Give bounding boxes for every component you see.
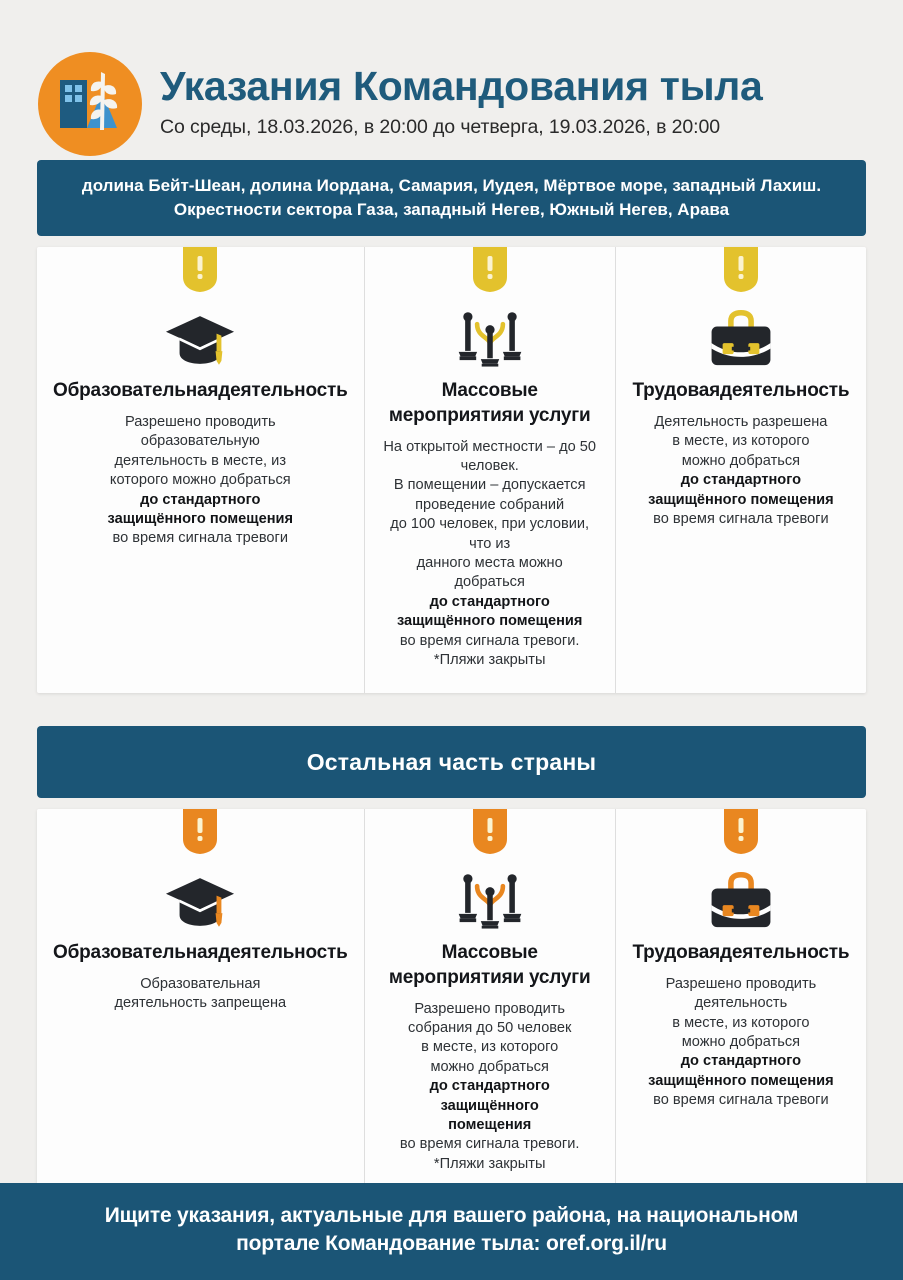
card-title-line: деятельность — [719, 942, 850, 964]
card-body-line: помещения — [448, 1116, 532, 1133]
card-body — [381, 1000, 599, 1175]
card-body-line: до стандартного — [680, 472, 802, 489]
card-body-line: Деятельность разрешена — [654, 413, 828, 430]
card-body-line: можно добраться — [681, 1034, 801, 1051]
card-title-line: Трудовая — [632, 380, 720, 402]
card-title — [381, 379, 599, 428]
card-title-line: Массовые мероприятия — [388, 942, 538, 988]
card-body — [381, 438, 599, 671]
card-body-line: деятельность в месте, из — [114, 452, 287, 469]
rule-card-briefcase — [615, 809, 866, 1196]
card-body-line: до стандартного — [140, 491, 261, 508]
card-body-line: *Пляжи закрыты — [433, 1155, 546, 1172]
card-body-line: деятельность запрещена — [114, 995, 287, 1012]
card-title-line: Образовательная — [53, 942, 219, 964]
card-title — [53, 379, 348, 404]
card-body-line: во время сигнала тревоги. — [399, 1136, 580, 1153]
card-title-line: деятельность — [719, 380, 850, 402]
warning-shield-icon — [183, 247, 217, 292]
banner-line: Остальная часть страны — [306, 748, 597, 775]
card-body-line: данного места можно добраться — [416, 555, 563, 591]
footer-portal-notice[interactable] — [0, 1183, 903, 1280]
rule-card-briefcase — [615, 247, 866, 692]
card-body-line: проведение собраний — [415, 496, 565, 513]
card-body-line: *Пляжи закрыты — [433, 652, 546, 669]
page-header — [0, 0, 903, 160]
home-front-command-logo-icon — [38, 52, 142, 156]
briefcase-icon — [632, 305, 850, 367]
rule-card-graduation-cap — [37, 809, 364, 1196]
briefcase-icon — [632, 867, 850, 929]
card-title-line: деятельность — [218, 380, 348, 402]
card-body-line: можно добраться — [681, 452, 801, 469]
card-body-line: до стандартного — [429, 593, 550, 610]
card-body — [632, 975, 850, 1111]
warning-shield-icon — [724, 809, 758, 854]
graduation-cap-icon — [53, 305, 348, 367]
card-body-line: в месте, из которого — [421, 1039, 559, 1056]
warning-shield-icon — [183, 809, 217, 854]
card-body — [53, 413, 348, 549]
card-body-line: Разрешено проводить — [124, 413, 276, 430]
validity-period: Со среды, 18.03.2026, в 20:00 до четверга, 19.03.2026, в 20:00 — [160, 115, 720, 138]
card-body-line: которого можно добраться — [109, 472, 291, 489]
card-title — [632, 379, 850, 404]
card-body-line: во время сигнала тревоги. — [399, 632, 580, 649]
card-body-line: защищённого помещения — [107, 510, 294, 527]
warning-shield-icon — [724, 247, 758, 292]
regions-banner — [37, 160, 866, 236]
card-body-line: образовательную — [140, 433, 260, 450]
footer-line: портале Командование тыла: oref.org.il/ru — [236, 1232, 667, 1256]
stanchion-rope-icon — [381, 305, 599, 367]
card-body-line: во время сигнала тревоги — [653, 1092, 829, 1109]
card-title-line: деятельность — [218, 942, 348, 964]
warning-shield-icon — [473, 809, 507, 854]
card-body — [632, 413, 850, 529]
card-body-line: во время сигнала тревоги — [112, 530, 289, 547]
card-body-line: до 100 человек, при условии, что из — [390, 516, 590, 552]
card-body-line: Разрешено проводить — [665, 975, 817, 992]
card-body-line: до стандартного — [680, 1053, 802, 1070]
card-body-line: во время сигнала тревоги — [653, 510, 829, 527]
stanchion-rope-icon — [381, 867, 599, 929]
card-title-line: и услуги — [512, 404, 591, 426]
card-body-line: защищённого помещения — [648, 491, 834, 508]
card-body-line: человек. — [460, 458, 519, 475]
rule-card-stanchion-rope — [364, 247, 615, 692]
card-title — [632, 941, 850, 966]
card-body-line: Разрешено проводить — [414, 1000, 566, 1017]
card-body-line: до стандартного защищённого — [429, 1078, 550, 1114]
graduation-cap-icon — [53, 867, 348, 929]
card-title-line: и услуги — [512, 966, 591, 988]
card-body-line: В помещении – допускается — [393, 477, 586, 494]
card-body-line: защищённого помещения — [648, 1072, 834, 1089]
rest-of-country-card-row — [37, 809, 866, 1196]
card-title — [53, 941, 348, 966]
card-body-line: защищённого помещения — [396, 613, 583, 630]
card-body-line: Образовательная — [140, 975, 261, 992]
card-body-line: собрания до 50 человек — [407, 1019, 572, 1036]
regions-card-row — [37, 247, 866, 692]
card-title — [381, 941, 599, 990]
rule-card-stanchion-rope — [364, 809, 615, 1196]
card-body — [53, 975, 348, 1014]
rest-of-country-banner — [37, 726, 866, 799]
card-title-line: Образовательная — [53, 380, 219, 402]
warning-shield-icon — [473, 247, 507, 292]
card-body-line: в месте, из которого — [672, 1014, 810, 1031]
banner-line: долина Бейт-Шеан, долина Иордана, Самария, Иудея, Мёртвое море, западный Лахиш. — [81, 176, 822, 195]
card-title-line: Массовые мероприятия — [388, 380, 538, 426]
page-title: Указания Командования тыла — [160, 63, 763, 110]
card-body-line: в месте, из которого — [672, 433, 810, 450]
footer-line: Ищите указания, актуальные для вашего района, на национальном — [104, 1203, 799, 1227]
banner-line: Окрестности сектора Газа, западный Негев, Южный Негев, Арава — [173, 200, 730, 220]
rule-card-graduation-cap — [37, 247, 364, 692]
card-title-line: Трудовая — [632, 942, 720, 964]
header-text-block — [160, 65, 763, 142]
card-body-line: На открытой местности – до 50 — [383, 438, 596, 455]
card-body-line: деятельность — [694, 995, 788, 1012]
card-body-line: можно добраться — [430, 1058, 549, 1075]
